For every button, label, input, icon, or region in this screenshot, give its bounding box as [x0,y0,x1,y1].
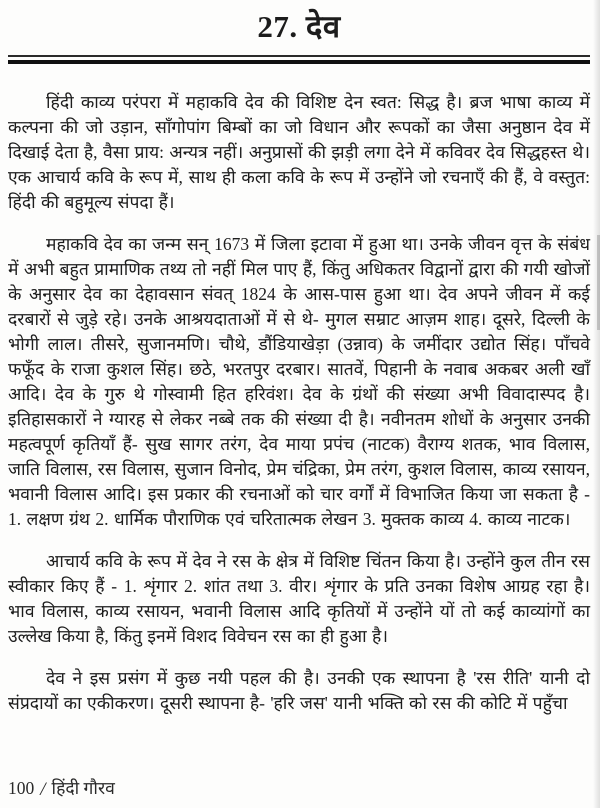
page-footer [8,776,115,800]
chapter-title: 27. देव [257,9,341,44]
paragraph-4: देव ने इस प्रसंग में कुछ नयी पहल की है। उनकी एक स्थापना है 'रस रीति' यानी दो संप्रदायों का एकीकरण। दूसरी स्थापना है- 'हरि जस' यानी भक्ति को रस की कोटि में पहुँचा [8,668,590,714]
page-number: 100 [8,778,35,798]
book-title: हिंदी गौरव [51,778,115,798]
title-divider-rule [8,55,590,64]
paragraph-3: आचार्य कवि के रूप में देव ने रस के क्षेत्र में विशिष्ट चिंतन किया है। उन्होंने कुल तीन रस स्वीकार किए हैं - 1. शृंगार 2. शांत तथा 3. वीर। शृंगार के प्रति उनका विशेष आग्रह रहा है। भाव विलास, काव्य रसायन, भवानी विलास आदि कृतियों में उन्होंने यों तो कई काव्यांगों का उल्लेख किया है, किंतु इनमें विशद विवेचन रस का ही हुआ है। [8,551,590,647]
footer-separator: / [40,779,46,800]
scan-edge-shadow [593,0,600,808]
chapter-body [8,90,590,716]
paragraph-1: हिंदी काव्य परंपरा में महाकवि देव की विशिष्ट देन स्वत: सिद्ध है। ब्रज भाषा काव्य में कल्पना की जो उड़ान, साँगोपांग बिम्बों का जो विधान और रूपकों का जैसा अनुष्ठान देव में दिखाई देता है, वैसा प्राय: अन्यत्र नहीं। अनुप्रासों की झड़ी लगा देने में कविवर देव सिद्धहस्त थे। एक आचार्य कवि के रूप में, साथ ही कला कवि के रूप में उन्होंने जो रचनाएँ की हैं, वे वस्तुत: हिंदी की बहुमूल्य संपदा हैं। [8,92,590,213]
paragraph-2: महाकवि देव का जन्म सन् 1673 में जिला इटावा में हुआ था। उनके जीवन वृत्त के संबंध में अभी बहुत प्रामाणिक तथ्य तो नहीं मिल पाए हैं, किंतु अधिकतर विद्वानों द्वारा की गयी खोजों के अनुसार देव का देहावसान संवत् 1824 के आस-पास हुआ था। देव अपने जीवन में कई दरबारों से जुड़े रहे। उनके आश्रयदाताओं में से थे- मुगल सम्राट आज़म शाह। दूसरे, दिल्ली के भोगी लाल। तीसरे, सुजानमणि। चौथे, डौंडियाखेड़ा (उन्नाव) के जमींदार उद्योत सिंह। पाँचवे फफूँद के राजा कुशल सिंह। छठे, भरतपुर दरबार। सातवें, पिहानी के नवाब अकबर अली खाँ आदि। देव के गुरु थे गोस्वामी हित हरिवंश। देव के ग्रंथों की संख्या अभी विवादास्पद है। इतिहासकारों ने ग्यारह से लेकर नब्बे तक की संख्या दी है। नवीनतम शोधों के अनुसार उनकी महत्वपूर्ण कृतियाँ हैं- सुख सागर तरंग, देव माया प्रपंच (नाटक) वैराग्य शतक, भाव विलास, जाति विलास, रस विलास, सुजान विनोद, प्रेम चंद्रिका, प्रेम तरंग, कुशल विलास, काव्य रसायन, भवानी विलास आदि। इस प्रकार की रचनाओं को चार वर्गों में विभाजित किया जा सकता है - 1. लक्षण ग्रंथ 2. धार्मिक पौराणिक एवं चरितात्मक लेखन 3. मुक्तक काव्य 4. काव्य नाटक। [8,234,590,530]
